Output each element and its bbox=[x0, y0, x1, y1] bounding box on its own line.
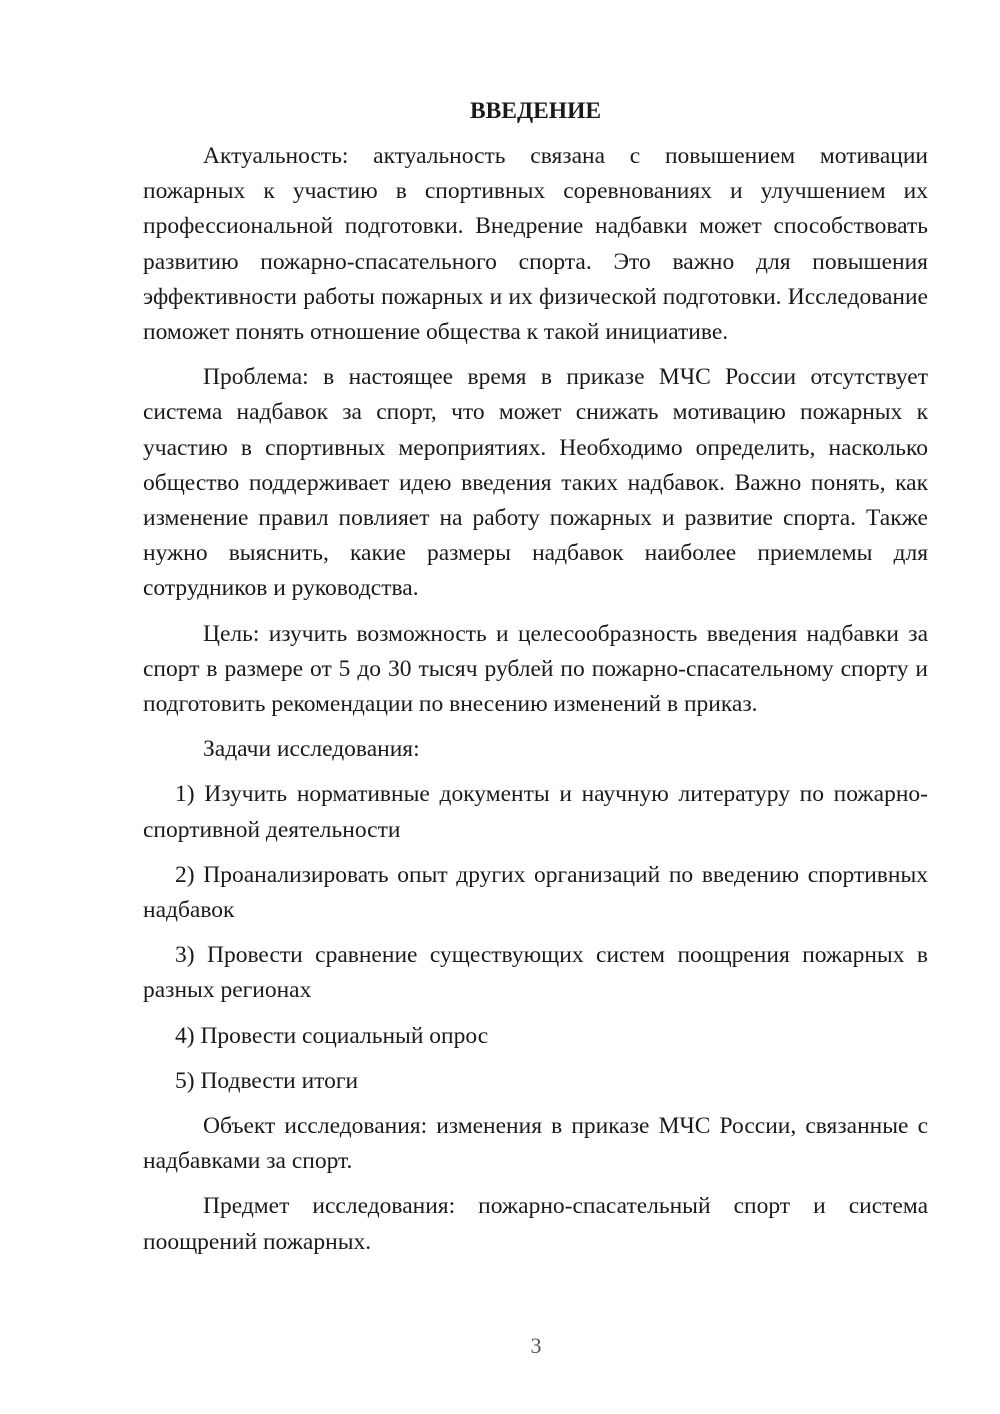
object-paragraph: Объект исследования: изменения в приказе МЧС России, связанные с надбавками за спорт. bbox=[143, 1113, 928, 1175]
page-number: 3 bbox=[530, 1333, 542, 1358]
task-item: 1) Изучить нормативные документы и научную литературу по пожарно-спортивной деятельности bbox=[143, 781, 928, 843]
section-title: ВВЕДЕНИЕ bbox=[469, 98, 602, 124]
task-item: 3) Провести сравнение существующих систем поощрения пожарных в разных регионах bbox=[143, 942, 928, 1004]
task-item: 5) Подвести итоги bbox=[175, 1067, 359, 1094]
task-item: 4) Провести социальный опрос bbox=[175, 1022, 489, 1049]
goal-paragraph: Цель: изучить возможность и целесообразность введения надбавки за спорт в размере от 5 до 30 тысяч рублей по пожарно-спасательному спорту и подготовить рекомендации по внесению изменений в приказ. bbox=[143, 620, 928, 718]
page-content bbox=[143, 94, 928, 1270]
tasks-list bbox=[143, 777, 928, 1099]
task-item: 2) Проанализировать опыт других организаций по введению спортивных надбавок bbox=[143, 861, 928, 924]
subject-paragraph: Предмет исследования: пожарно-спасательный спорт и система поощрений пожарных. bbox=[143, 1193, 928, 1255]
tasks-heading: Задачи исследования: bbox=[203, 736, 420, 763]
problem-paragraph: Проблема: в настоящее время в приказе МЧС России отсутствует система надбавок за спорт, что может снижать мотивацию пожарных к участию в спортивных мероприятиях. Необходимо определить, насколько общество поддерживает идею введения таких надбавок. Важно понять, как изменение правил повлияет на работу пожарных и развитие спорта. Также нужно выяснить, какие размеры надбавок наиболее приемлемы для сотрудников и руководства. bbox=[143, 364, 928, 602]
relevance-paragraph: Актуальность: актуальность связана с повышением мотивации пожарных к участию в спортивных соревнованиях и улучшением их профессиональной подготовки. Внедрение надбавки может способствовать развитию пожарно-спасательного спорта. Это важно для повышения эффективности работы пожарных и их физической подготовки. Исследование поможет понять отношение общества к такой инициативе. bbox=[143, 143, 928, 346]
